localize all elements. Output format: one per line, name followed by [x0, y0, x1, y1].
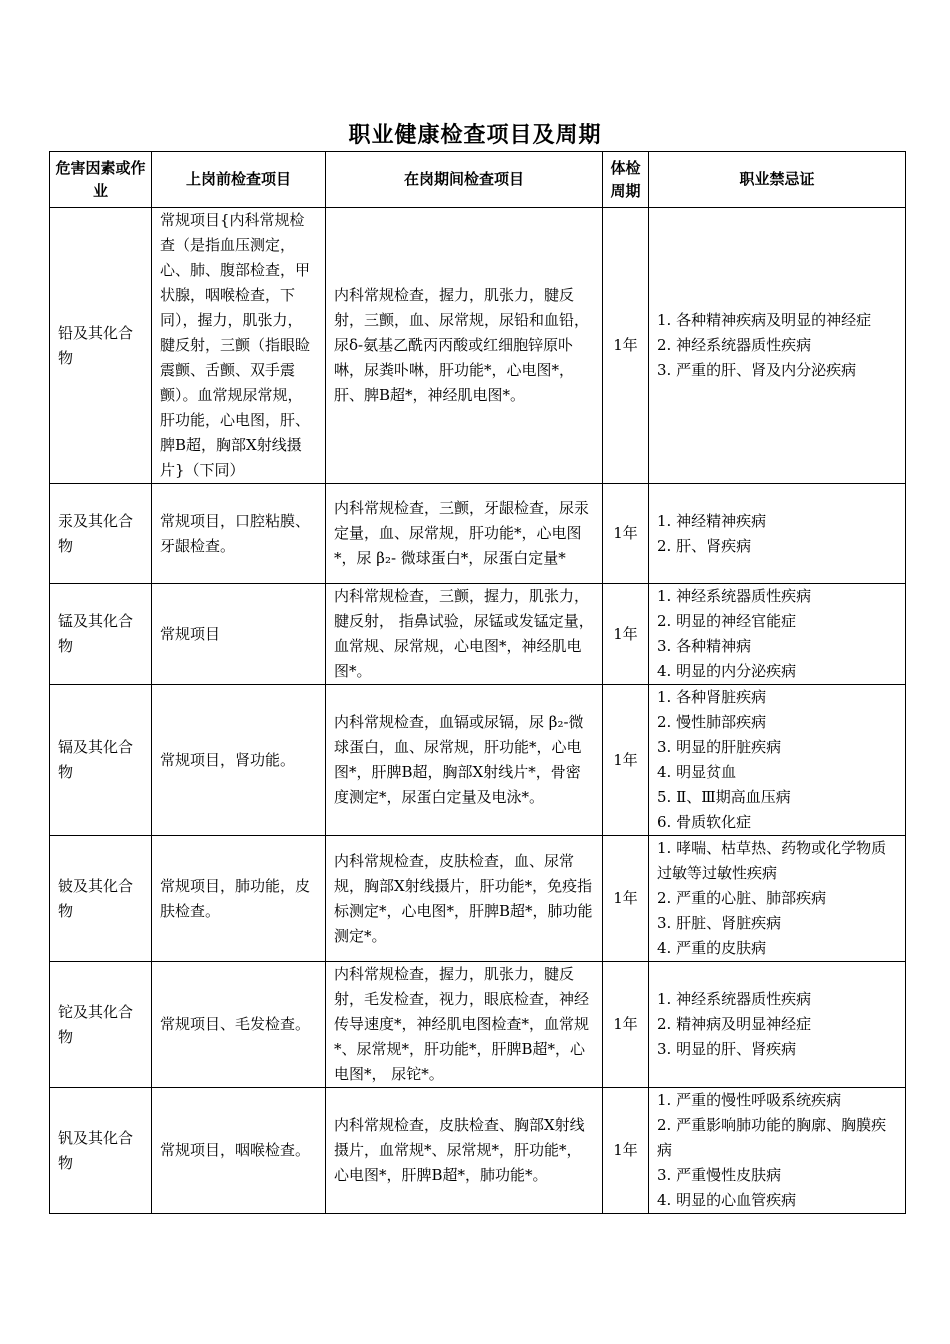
contraindication-item: 2. 精神病及明显神经症: [657, 1015, 812, 1033]
on-duty-check-cell: 内科常规检查，三颤，牙龈检查，尿汞定量，血、尿常规，肝功能*，心电图*，尿 β₂- 微球蛋白*，尿蛋白定量*: [326, 484, 603, 584]
on-duty-check-cell: 内科常规检查，皮肤检查，血、尿常规，胸部X射线摄片，肝功能*，免疫指标测定*，心电图*，肝脾B超*，肺功能测定*。: [326, 836, 603, 962]
contraindication-item: 1. 各种肾脏疾病: [657, 688, 767, 706]
table-row: [50, 836, 906, 962]
contraindication-item: 3. 明显的肝脏疾病: [657, 738, 782, 756]
hazard-cell: 铊及其化合物: [50, 962, 152, 1088]
contraindication-item: 2. 肝、肾疾病: [657, 536, 752, 555]
health-check-table: [49, 151, 906, 1214]
contraindication-item: 1. 神经精神疾病: [657, 511, 767, 530]
pre-check-cell: 常规项目，肺功能，皮肤检查。: [152, 836, 326, 962]
table-row: [50, 584, 906, 685]
header-on-duty: 在岗期间检查项目: [326, 152, 603, 208]
on-duty-check-cell: 内科常规检查，血镉或尿镉，尿 β₂-微球蛋白，血、尿常规，肝功能*，心电图*，肝脾B超，胸部X射线片*，骨密度测定*，尿蛋白定量及电泳*。: [326, 685, 603, 836]
contraindication-item: 4. 明显的心血管疾病: [657, 1191, 797, 1209]
period-cell: 1年: [603, 1088, 649, 1214]
contraindication-cell: [649, 584, 906, 685]
pre-check-cell: 常规项目，肾功能。: [152, 685, 326, 836]
contraindication-cell: [649, 685, 906, 836]
header-contraindication: 职业禁忌证: [649, 152, 906, 208]
contraindication-item: 3. 各种精神病: [657, 637, 752, 655]
header-period: 体检周期: [603, 152, 649, 208]
contraindication-item: 4. 明显的内分泌疾病: [657, 662, 797, 680]
period-cell: 1年: [603, 836, 649, 962]
period-cell: 1年: [603, 962, 649, 1088]
table-row: [50, 685, 906, 836]
period-cell: 1年: [603, 584, 649, 685]
contraindication-item: 2. 明显的神经官能症: [657, 612, 797, 630]
contraindication-item: 4. 明显贫血: [657, 763, 737, 781]
table-row: [50, 484, 906, 584]
page-title: 职业健康检查项目及周期: [348, 122, 602, 148]
period-cell: 1年: [603, 208, 649, 484]
contraindication-item: 5. Ⅱ、Ⅲ期高血压病: [657, 788, 791, 806]
contraindication-item: 2. 神经系统器质性疾病: [657, 336, 812, 354]
contraindication-cell: [649, 484, 906, 584]
table-row: [50, 1088, 906, 1214]
contraindication-item: 2. 严重的心脏、肺部疾病: [657, 889, 827, 907]
contraindication-item: 3. 肝脏、肾脏疾病: [657, 914, 782, 932]
contraindication-cell: [649, 836, 906, 962]
contraindication-item: 2. 慢性肺部疾病: [657, 713, 767, 731]
contraindication-item: 1. 严重的慢性呼吸系统疾病: [657, 1091, 842, 1109]
pre-check-cell: 常规项目、毛发检查。: [152, 962, 326, 1088]
pre-check-cell: 常规项目，咽喉检查。: [152, 1088, 326, 1214]
hazard-cell: 铍及其化合物: [50, 836, 152, 962]
hazard-cell: 钒及其化合物: [50, 1088, 152, 1214]
on-duty-check-cell: 内科常规检查，皮肤检查、胸部X射线摄片，血常规*、尿常规*，肝功能*，心电图*，肝脾B超*，肺功能*。: [326, 1088, 603, 1214]
pre-check-cell: 常规项目: [152, 584, 326, 685]
table-row: [50, 208, 906, 484]
hazard-cell: 铅及其化合物: [50, 208, 152, 484]
contraindication-cell: [649, 208, 906, 484]
contraindication-item: 3. 严重的肝、肾及内分泌疾病: [657, 361, 857, 379]
contraindication-item: 1. 神经系统器质性疾病: [657, 990, 812, 1008]
pre-check-cell: 常规项目{内科常规检查（是指血压测定，心、肺、腹部检查，甲状腺，咽喉检查，下同），握力，肌张力，腱反射，三颤（指眼睑震颤、舌颤、双手震颤）。血常规尿常规，肝功能，心电图，肝、脾B超，胸部X射线摄片}（下同）: [152, 208, 326, 484]
table-header-row: [50, 152, 906, 208]
contraindication-item: 3. 严重慢性皮肤病: [657, 1166, 782, 1184]
period-cell: 1年: [603, 484, 649, 584]
contraindication-item: 1. 哮喘、枯草热、药物或化学物质过敏等过敏性疾病: [657, 839, 887, 882]
contraindication-item: 1. 各种精神疾病及明显的神经症: [657, 311, 872, 329]
contraindication-item: 2. 严重影响肺功能的胸廓、胸膜疾病: [657, 1116, 887, 1159]
pre-check-cell: 常规项目，口腔粘膜、牙龈检查。: [152, 484, 326, 584]
period-cell: 1年: [603, 685, 649, 836]
contraindication-cell: [649, 962, 906, 1088]
on-duty-check-cell: 内科常规检查，三颤，握力，肌张力，腱反射， 指鼻试验，尿锰或发锰定量，血常规、尿常规，心电图*，神经肌电图*。: [326, 584, 603, 685]
on-duty-check-cell: 内科常规检查，握力，肌张力，腱反射，三颤，血、尿常规，尿铅和血铅，尿δ-氨基乙酰丙丙酸或红细胞锌原卟啉，尿粪卟啉，肝功能*，心电图*，肝、脾B超*，神经肌电图*。: [326, 208, 603, 484]
contraindication-item: 3. 明显的肝、肾疾病: [657, 1040, 797, 1058]
hazard-cell: 镉及其化合物: [50, 685, 152, 836]
contraindication-cell: [649, 1088, 906, 1214]
hazard-cell: 汞及其化合物: [50, 484, 152, 584]
contraindication-item: 6. 骨质软化症: [657, 813, 752, 831]
header-pre-employment: 上岗前检查项目: [152, 152, 326, 208]
on-duty-check-cell: 内科常规检查，握力，肌张力，腱反射，毛发检查，视力，眼底检查，神经传导速度*，神经肌电图检查*，血常规*、尿常规*，肝功能*，肝脾B超*，心电图*， 尿铊*。: [326, 962, 603, 1088]
header-hazard: 危害因素或作业: [50, 152, 152, 208]
contraindication-item: 1. 神经系统器质性疾病: [657, 587, 812, 605]
contraindication-item: 4. 严重的皮肤病: [657, 939, 767, 957]
hazard-cell: 锰及其化合物: [50, 584, 152, 685]
table-row: [50, 962, 906, 1088]
